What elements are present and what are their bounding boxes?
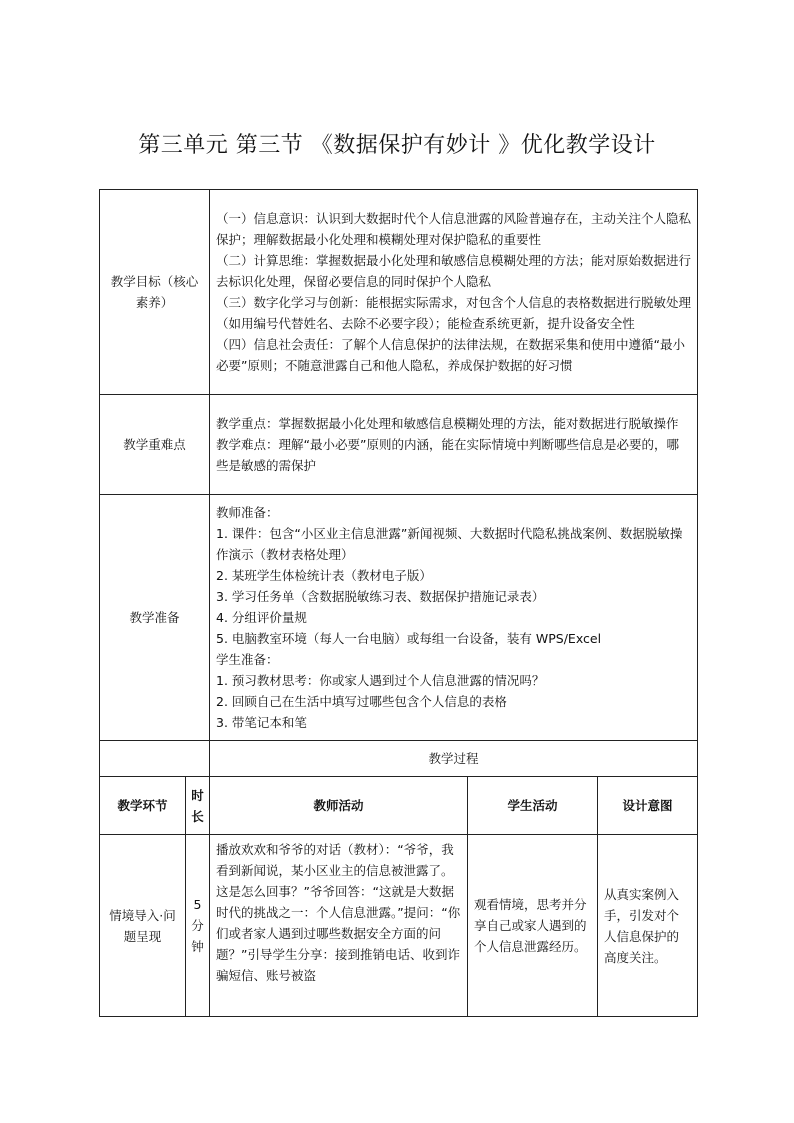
empty-cell: [100, 741, 210, 777]
teacher-prep-item: 5. 电脑教室环境（每人一台电脑）或每组一台设备，装有 WPS/Excel: [216, 631, 602, 646]
document-title: 第三单元 第三节 《数据保护有妙计 》优化教学设计: [138, 133, 656, 158]
teacher-prep-item: 4. 分组评价量规: [216, 610, 307, 625]
keypoint-line: 教学重点：掌握数据最小化处理和敏感信息模糊处理的方法，能对数据进行脱敏操作: [216, 416, 679, 431]
student-prep-item: 2. 回顾自己在生活中填写过哪些包含个人信息的表格: [216, 694, 507, 709]
column-header-teacher: 教师活动: [210, 777, 468, 835]
process-heading-row: [100, 741, 698, 777]
goal-line: （三）数字化学习与创新：能根据实际需求，对包含个人信息的表格数据进行脱敏处理（如用编号代替姓名、去除不必要字段）；能检查系统更新，提升设备安全性: [216, 295, 692, 331]
teacher-activity-cell: 播放欢欢和爷爷的对话（教材）：“爷爷，我看到新闻说，某小区业主的信息被泄露了。这是怎么回事？”爷爷回答：“这就是大数据时代的挑战之一：个人信息泄露。”提问：“你们或者家人遇到过哪些数据安全方面的问题？”引导学生分享：接到推销电话、收到诈骗短信、账号被盗: [210, 835, 468, 1017]
keypoints-label: 教学重难点: [100, 395, 210, 495]
student-prep-item: 1. 预习教材思考：你或家人遇到过个人信息泄露的情况吗？: [216, 673, 545, 688]
goals-label: 教学目标（核心素养）: [100, 190, 210, 395]
goals-row: [100, 190, 698, 395]
keypoint-line: 教学难点：理解“最小必要”原则的内涵，能在实际情境中判断哪些信息是必要的，哪些是敏感的需保护: [216, 437, 679, 473]
column-header-intent: 设计意图: [598, 777, 698, 835]
goal-line: （一）信息意识：认识到大数据时代个人信息泄露的风险普遍存在，主动关注个人隐私保护；理解数据最小化处理和模糊处理对保护隐私的重要性: [216, 211, 692, 247]
goal-line: （二）计算思维：掌握数据最小化处理和敏感信息模糊处理的方法；能对原始数据进行去标识化处理，保留必要信息的同时保护个人隐私: [216, 253, 692, 289]
prep-content: [210, 495, 698, 741]
teacher-prep-item: 1. 课件：包含“小区业主信息泄露”新闻视频、大数据时代隐私挑战案例、数据脱敏操作演示（教材表格处理）: [216, 526, 683, 562]
design-intent-cell: 从真实案例入手，引发对个人信息保护的高度关注。: [598, 835, 698, 1017]
goals-content: [210, 190, 698, 395]
column-header-stage: 教学环节: [100, 777, 186, 835]
goal-line: （四）信息社会责任：了解个人信息保护的法律法规，在数据采集和使用中遵循“最小必要”原则；不随意泄露自己和他人隐私，养成保护数据的好习惯: [216, 337, 685, 373]
column-header-student: 学生活动: [468, 777, 598, 835]
teacher-prep-item: 2. 某班学生体检统计表（教材电子版）: [216, 568, 432, 583]
teacher-prep-item: 3. 学习任务单（含数据脱敏练习表、数据保护措施记录表）: [216, 589, 545, 604]
keypoints-content: [210, 395, 698, 495]
student-prep-item: 3. 带笔记本和笔: [216, 715, 307, 730]
prep-label: 教学准备: [100, 495, 210, 741]
duration-cell: 5分钟: [186, 835, 210, 1017]
process-row: [100, 835, 698, 1017]
lesson-plan-table: [99, 189, 697, 1017]
prep-row: [100, 495, 698, 741]
student-activity-cell: 观看情境，思考并分享自己或家人遇到的个人信息泄露经历。: [468, 835, 598, 1017]
process-heading: 教学过程: [210, 741, 698, 777]
column-header-duration: 时长: [186, 777, 210, 835]
student-prep-title: 学生准备：: [216, 652, 279, 667]
process-column-headers: [100, 777, 698, 835]
stage-cell: 情境导入·问题呈现: [100, 835, 186, 1017]
keypoints-row: [100, 395, 698, 495]
teacher-prep-title: 教师准备：: [216, 505, 279, 520]
